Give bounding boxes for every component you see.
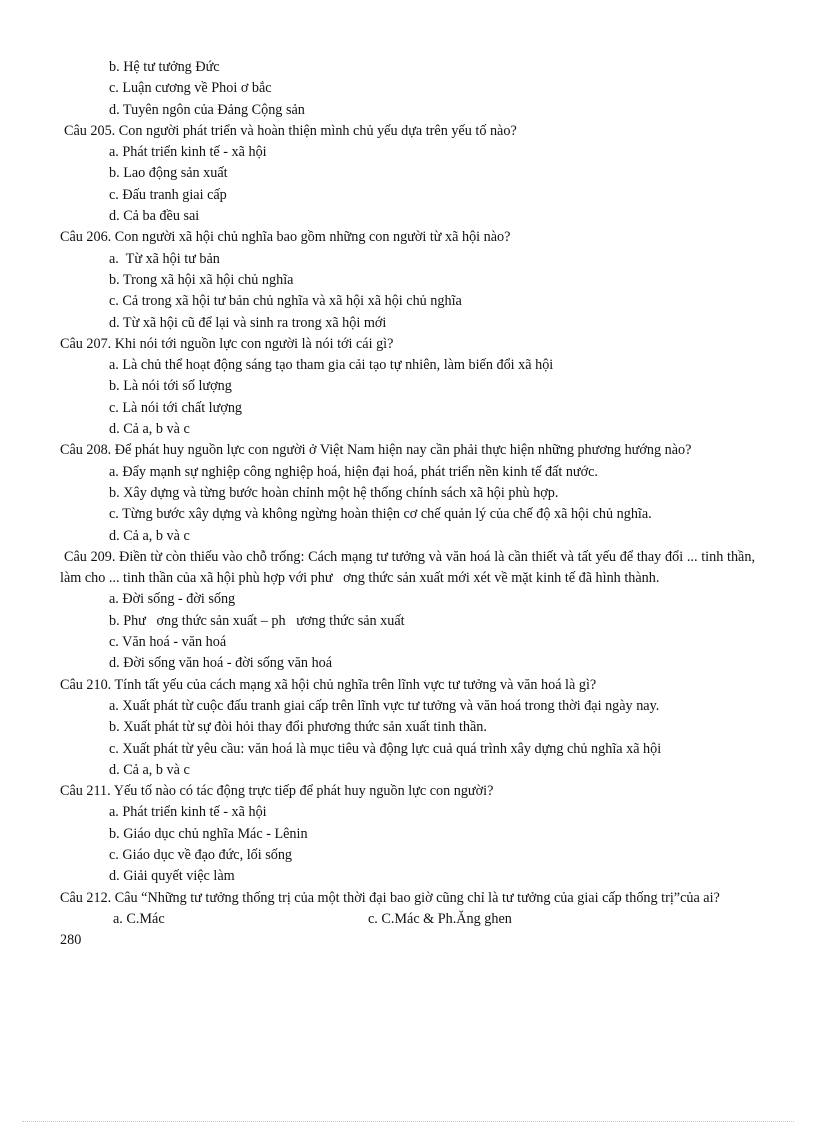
question-211: Câu 211. Yếu tố nào có tác động trực tiếp để phát huy nguồn lực con người? xyxy=(60,783,494,800)
page-edge-divider xyxy=(22,1121,794,1122)
question-212: Câu 212. Câu “Những tư tưởng thống trị của một thời đại bao giờ cũng chỉ là tư tưởng của giai cấp thống trị”của ai? xyxy=(60,889,720,906)
option-b: b. Lao động sản xuất xyxy=(109,165,228,182)
option-a: a. Đẩy mạnh sự nghiệp công nghiệp hoá, hiện đại hoá, phát triển nền kinh tế đất nước. xyxy=(109,463,598,480)
option-c: c. Luận cương về Phoi ơ bắc xyxy=(109,80,272,97)
option-c: c. Là nói tới chất lượng xyxy=(109,399,243,416)
option-d: d. Tuyên ngôn của Đảng Cộng sản xyxy=(109,101,305,118)
option-c: c. Xuất phát từ yêu cầu: văn hoá là mục tiêu và động lực cuả quá trình xây dựng chủ nghĩa xã hội xyxy=(109,740,662,757)
option-a: a. Phát triển kinh tế - xã hội xyxy=(109,144,267,161)
option-b: b. Giáo dục chủ nghĩa Mác - Lênin xyxy=(109,825,308,842)
option-a: a. Đời sống - đời sống xyxy=(109,591,236,608)
option-a: a. Từ xã hội tư bản xyxy=(109,250,220,267)
option-d: d. Cả a, b và c xyxy=(109,421,190,438)
question-208: Câu 208. Để phát huy nguồn lực con người ở Việt Nam hiện nay cần phải thực hiện những phương hướng nào? xyxy=(60,442,692,459)
page-content xyxy=(60,57,759,951)
option-d: d. Cả ba đều sai xyxy=(109,208,200,225)
question-206: Câu 206. Con người xã hội chủ nghĩa bao gồm những con người từ xã hội nào? xyxy=(60,229,511,246)
option-a: a. Là chủ thể hoạt động sáng tạo tham gia cải tạo tự nhiên, làm biến đổi xã hội xyxy=(109,357,554,374)
page-number: 280 xyxy=(60,932,82,949)
question-205: Câu 205. Con người phát triển và hoàn thiện mình chủ yếu dựa trên yếu tố nào? xyxy=(64,122,517,139)
option-d: d. Cả a, b và c xyxy=(109,527,190,544)
option-b: b. Phư ơng thức sản xuất – ph ương thức sản xuất xyxy=(109,612,405,629)
question-207: Câu 207. Khi nói tới nguồn lực con người là nói tới cái gì? xyxy=(60,335,394,352)
question-209: Câu 209. Điền từ còn thiếu vào chỗ trống: Cách mạng tư tưởng và văn hoá là cần thiết và tất yếu để thay đổi ... tinh thần, làm cho ... tinh thần của xã hội phù hợp với phư ơng thức sản xuất mới xét về mặt kinh tế đã hình thành. xyxy=(60,548,759,587)
option-d: d. Giải quyết việc làm xyxy=(109,868,235,885)
question-210: Câu 210. Tính tất yếu của cách mạng xã hội chủ nghĩa trên lĩnh vực tư tưởng và văn hoá là gì? xyxy=(60,676,597,693)
option-d: d. Cả a, b và c xyxy=(109,761,190,778)
option-a: a. C.Mác xyxy=(113,910,165,927)
option-c: c. Văn hoá - văn hoá xyxy=(109,634,227,651)
option-c: c. Đấu tranh giai cấp xyxy=(109,186,227,203)
option-b: b. Hệ tư tưởng Đức xyxy=(109,59,220,75)
option-c: c. C.Mác & Ph.Ăng ghen xyxy=(368,910,512,927)
option-d: d. Đời sống văn hoá - đời sống văn hoá xyxy=(109,655,333,672)
option-b: b. Là nói tới số lượng xyxy=(109,378,232,395)
option-c: c. Cả trong xã hội tư bản chủ nghĩa và xã hội xã hội chủ nghĩa xyxy=(109,293,462,310)
option-c: c. Giáo dục về đạo đức, lối sống xyxy=(109,846,293,863)
option-a: a. Phát triển kinh tế - xã hội xyxy=(109,804,267,821)
option-b: b. Trong xã hội xã hội chủ nghĩa xyxy=(109,271,294,288)
option-b: b. Xây dựng và từng bước hoàn chỉnh một hệ thống chính sách xã hội phù hợp. xyxy=(109,484,559,501)
previous-question-options xyxy=(60,57,755,121)
option-a: a. Xuất phát từ cuộc đấu tranh giai cấp trên lĩnh vực tư tưởng và văn hoá trong thời đại ngày nay. xyxy=(109,697,660,714)
option-b: b. Xuất phát từ sự đòi hỏi thay đổi phương thức sản xuất tinh thần. xyxy=(109,719,487,736)
options-row xyxy=(113,909,755,930)
option-d: d. Từ xã hội cũ để lại và sinh ra trong xã hội mới xyxy=(109,314,387,331)
option-c: c. Từng bước xây dựng và không ngừng hoàn thiện cơ chế quản lý của chế độ xã hội chủ nghĩa. xyxy=(109,506,652,523)
